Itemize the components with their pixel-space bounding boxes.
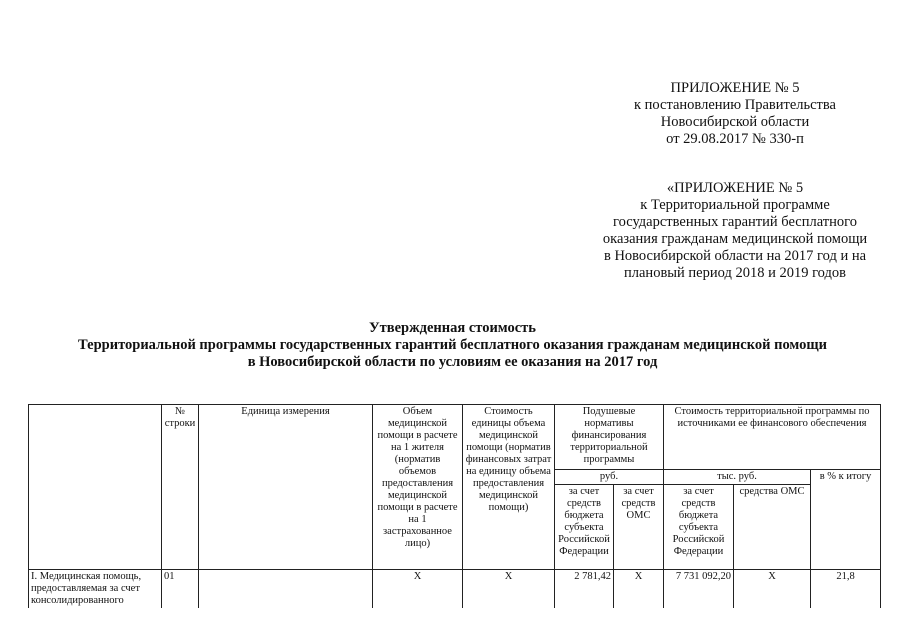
header-unit-cost: Стоимость единицы объема медицинской помощи (норматив финансовых затрат на единицу объема предоставления медицинской помощи) — [463, 405, 555, 570]
appendix-line: ПРИЛОЖЕНИЕ № 5 — [670, 80, 800, 96]
appendix-line: от 29.08.2017 № 330-п — [666, 131, 804, 147]
header-cost-budget: за счет средств бюджета субъекта Российской Федерации — [664, 485, 734, 570]
header-thousand-rub: тыс. руб. — [664, 470, 811, 485]
row-volume: Х — [373, 570, 463, 609]
page-crop-edge — [0, 608, 905, 640]
appendix-header-program — [585, 180, 885, 282]
appendix-line: к постановлению Правительства — [634, 97, 836, 113]
row-cost-budget: 7 731 092,20 — [664, 570, 734, 609]
appendix-line: государственных гарантий бесплатного — [613, 214, 857, 230]
appendix-line: плановый период 2018 и 2019 годов — [624, 265, 846, 281]
title-line: Утвержденная стоимость — [369, 320, 536, 336]
row-number: 01 — [162, 570, 199, 609]
header-per-capita: Подушевые нормативы финансирования территориальной программы — [555, 405, 664, 470]
header-program-cost: Стоимость территориальной программы по источниками ее финансового обеспечения — [664, 405, 881, 470]
appendix-header-decree — [600, 80, 870, 148]
row-name: I. Медицинская помощь, предоставляемая за счет консолидированного — [29, 570, 162, 609]
title-line: Территориальной программы государственных гарантий бесплатного оказания гражданам медицинской помощи — [78, 337, 827, 353]
table-row — [29, 570, 881, 609]
row-cost-oms: Х — [734, 570, 811, 609]
title-line: в Новосибирской области по условиям ее оказания на 2017 год — [247, 354, 658, 370]
document-title — [0, 320, 905, 371]
appendix-line: «ПРИЛОЖЕНИЕ № 5 — [666, 180, 804, 196]
header-row-number: № строки — [162, 405, 199, 570]
header-rub: руб. — [555, 470, 664, 485]
row-unit-cost: Х — [463, 570, 555, 609]
appendix-line: Новосибирской области — [660, 114, 810, 130]
header-per-capita-budget: за счет средств бюджета субъекта Российской Федерации — [555, 485, 614, 570]
row-per-capita-oms: Х — [614, 570, 664, 609]
row-per-capita-budget: 2 781,42 — [555, 570, 614, 609]
cost-table — [28, 404, 881, 609]
appendix-line: оказания гражданам медицинской помощи — [602, 231, 868, 247]
appendix-line: в Новосибирской области на 2017 год и на — [603, 248, 867, 264]
row-percent: 21,8 — [811, 570, 881, 609]
header-unit: Единица измерения — [199, 405, 373, 570]
header-volume: Объем медицинской помощи в расчете на 1 жителя (норматив объемов предоставления медицинской помощи в расчете на 1 застрахованное лицо) — [373, 405, 463, 570]
row-unit — [199, 570, 373, 609]
header-name — [29, 405, 162, 570]
header-per-capita-oms: за счет средств ОМС — [614, 485, 664, 570]
appendix-line: к Территориальной программе — [640, 197, 830, 213]
header-cost-oms: средства ОМС — [734, 485, 811, 570]
header-percent-total: в % к итогу — [811, 470, 881, 570]
